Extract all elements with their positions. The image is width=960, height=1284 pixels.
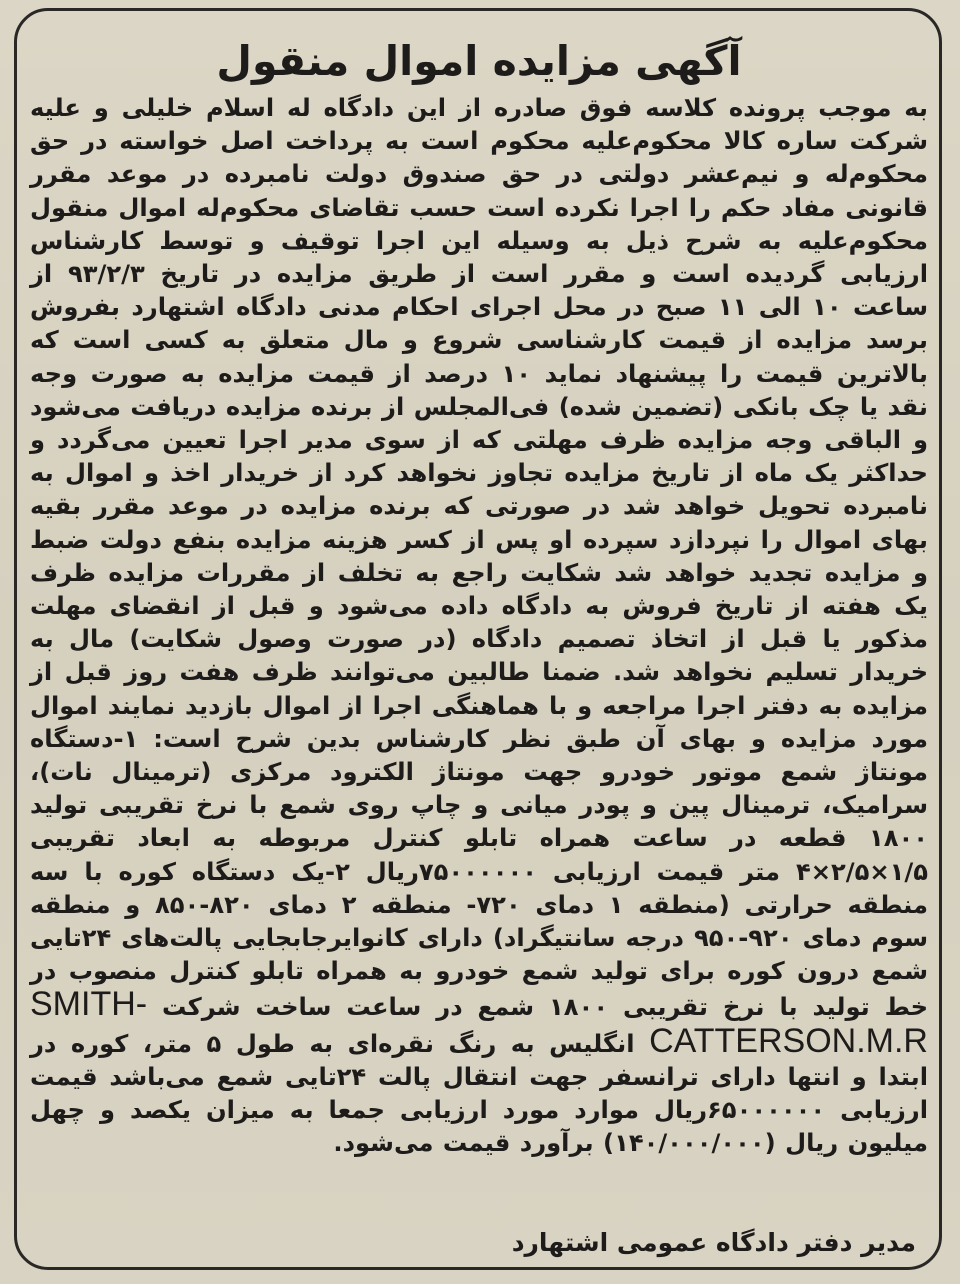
notice-body	[30, 92, 928, 1161]
notice-content	[30, 32, 928, 1161]
notice-signature: مدیر دفتر دادگاه عمومی اشتهارد	[511, 1228, 916, 1257]
notice-body-part2: انگلیس به رنگ نقره‌ای به طول ۵ متر، کوره در ابتدا و انتها دارای ترانسفر جهت انتقال پالت ۲۴تایی شمع می‌باشد قیمت ارزیابی ۶۵۰۰۰۰۰۰ریال موارد مورد ارزیابی جمعا به میزان یکصد و چهل میلیون ریال (۱۴۰/۰۰۰/۰۰۰) برآورد قیمت می‌شود.	[30, 1029, 929, 1158]
notice-title: آگهی مزایده اموال منقول	[216, 37, 742, 85]
company-name: SMITH-CATTERSON.M.R	[30, 985, 928, 1060]
notice-body-part1: به موجب پرونده کلاسه فوق صادره از این دادگاه له اسلام خلیلی و علیه شرکت ساره کالا محکوم‌علیه محکوم است به پرداخت اصل خواسته در حق محکوم‌له و نیم‌عشر دولتی در حق صندوق دولت نامبرده در موعد مقرر قانونی مفاد حکم را اجرا نکرده است حسب تقاضای محکوم‌له اموال منقول محکوم‌علیه به شرح ذیل به وسیله این اجرا توقیف و توسط کارشناس ارزیابی گردیده است و مقرر است از طریق مزایده در تاریخ ۹۳/۲/۳ از ساعت ۱۰ الی ۱۱ صبح در محل اجرای احکام مدنی دادگاه اشتهارد بفروش برسد مزایده از قیمت کارشناسی شروع و مال متعلق به کسی است که بالاترین قیمت را پیشنهاد نماید ۱۰ درصد از قیمت مزایده به صورت وجه نقد یا چک بانکی (تضمین شده) فی‌المجلس از برنده مزایده دریافت می‌شود و الباقی وجه مزایده ظرف مهلتی که از سوی مدیر اجرا تعیین می‌گردد و حداکثر یک ماه از تاریخ مزایده تجاوز نخواهد کرد از خریدار اخذ و اموال به نامبرده تحویل خواهد شد در صورتی که برنده مزایده در موعد مقرر بقیه بهای اموال را نپردازد سپرده او پس از کسر هزینه مزایده بنفع دولت ضبط و مزایده تجدید خواهد شد شکایت راجع به تخلف از مقررات مزایده ظرف یک هفته از تاریخ فروش به دادگاه داده می‌شود و قبل از انقضای مهلت مذکور یا قبل از اتخاذ تصمیم دادگاه (در صورت وصول شکایت) مال به خریدار تسلیم نخواهد شد. ضمنا طالبین می‌توانند ظرف هفت روز قبل از مزایده به دفتر اجرا مراجعه و با هماهنگی اجرا از اموال بازدید نمایند اموال مورد مزایده و بهای آن طبق نظر کارشناس بدین شرح است: ۱-دستگاه مونتاژ شمع موتور خودرو جهت مونتاژ الکترود مرکزی (ترمینال نات)، سرامیک، ترمینال پین و پودر میانی و چاپ روی شمع با نرخ تقریبی تولید ۱۸۰۰ قطعه در ساعت همراه تابلو کنترل مربوطه به ابعاد تقریبی ۱/۵×۲/۵×۴ متر قیمت ارزیابی ۷۵۰۰۰۰۰۰ریال ۲-یک دستگاه کوره با سه منطقه حرارتی (منطقه ۱ دمای ۷۲۰- منطقه ۲ دمای ۸۲۰-۸۵۰ و منطقه سوم دمای ۹۲۰-۹۵۰ درجه سانتیگراد) دارای کانوایرجابجایی پالت‌های ۲۴تایی شمع درون کوره برای تولید شمع خودرو به همراه تابلو کنترل منصوب در خط تولید با نرخ تقریبی ۱۸۰۰ شمع در ساعت ساخت شرکت	[30, 94, 929, 1022]
